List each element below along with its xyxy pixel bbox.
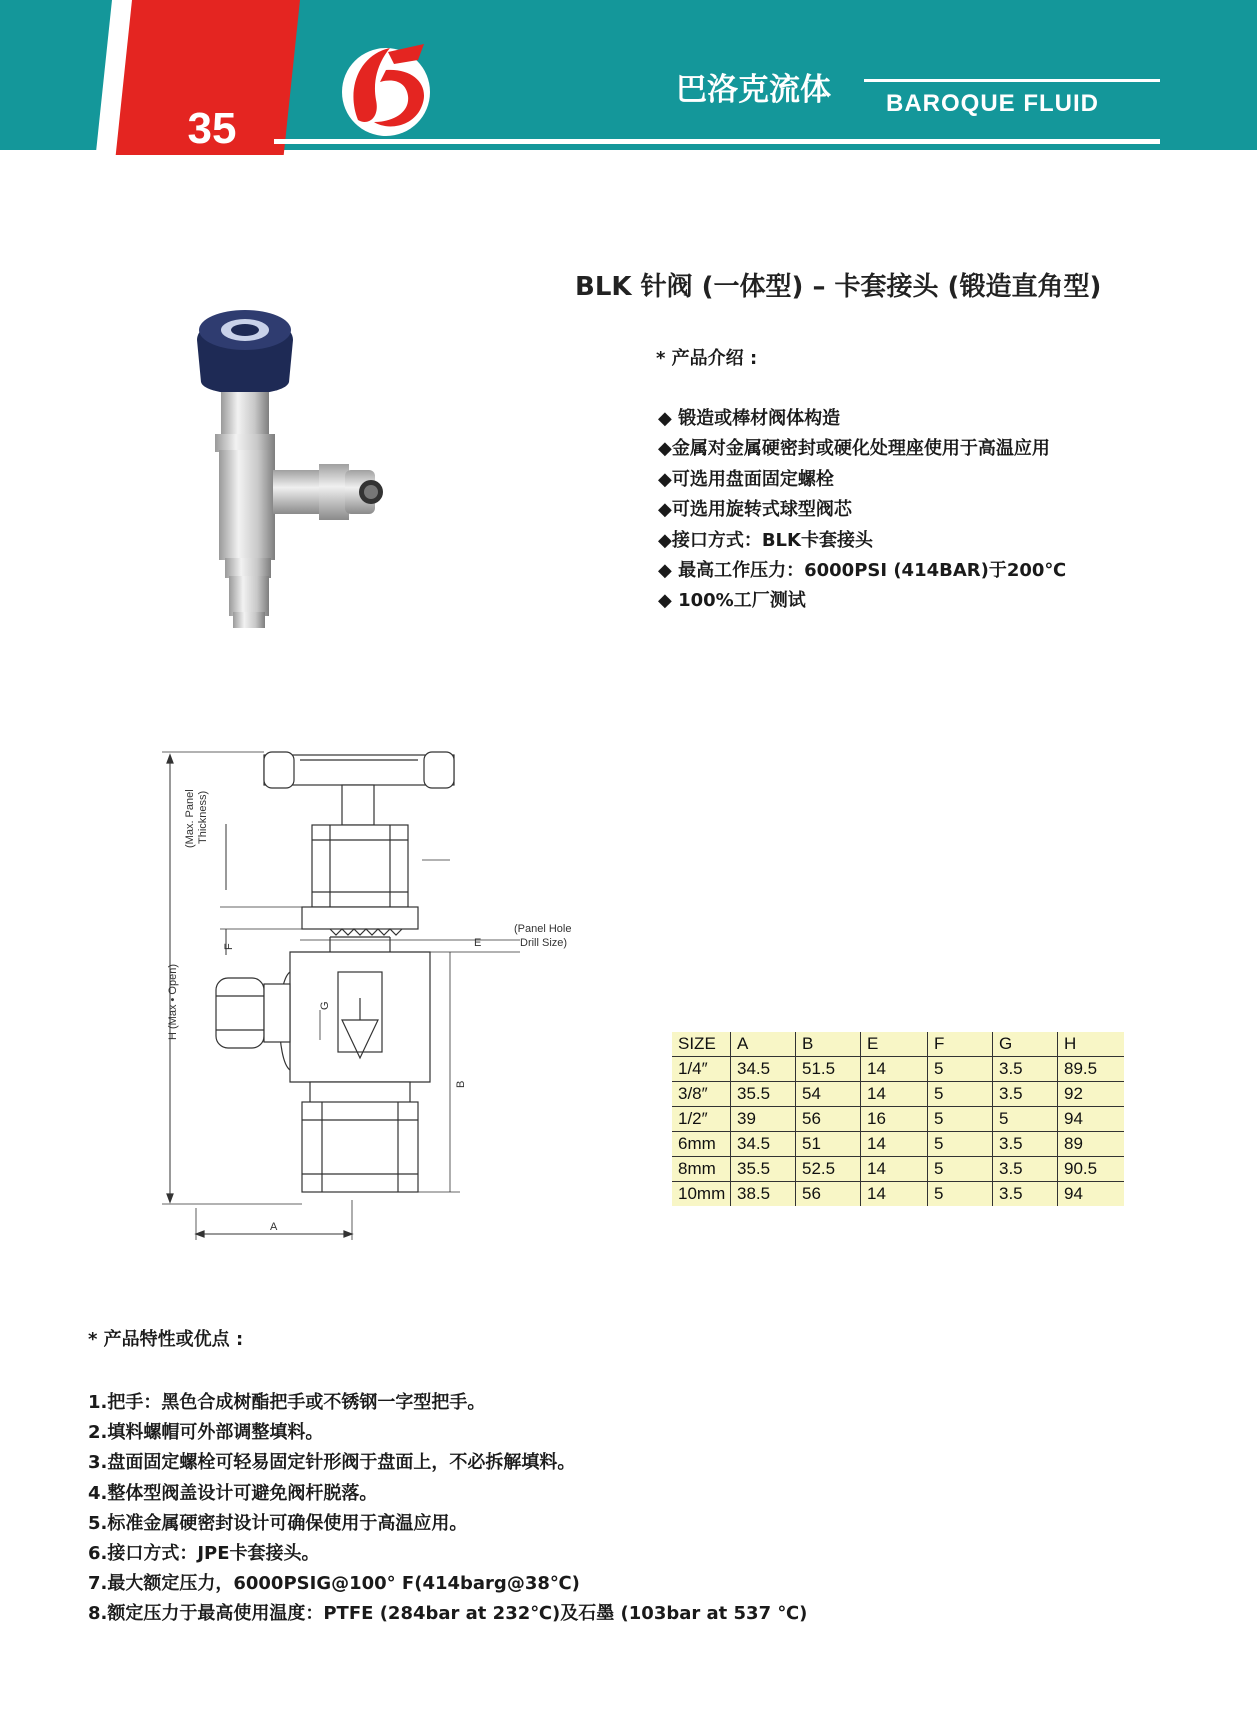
- label-panel-hole-2: Drill Size): [520, 937, 568, 949]
- table-cell: 3.5: [993, 1182, 1058, 1207]
- label-h: H (Max • Open): [167, 964, 179, 1040]
- needle-valve-photo: [185, 300, 445, 680]
- table-row: [672, 1182, 1124, 1207]
- table-cell: 89: [1058, 1132, 1125, 1157]
- features-list: [88, 1388, 807, 1630]
- brand-name-cn: 巴洛克流体: [676, 72, 831, 108]
- label-a: A: [270, 1221, 278, 1233]
- list-item: 7.最大额定压力，6000PSIG@100° F(414barg@38℃): [88, 1573, 580, 1595]
- list-item: 6.接口方式：JPE卡套接头。: [88, 1542, 320, 1564]
- table-cell: 56: [796, 1182, 861, 1207]
- table-cell: 1/2″: [672, 1107, 731, 1132]
- product-title: BLK 针阀 (一体型) – 卡套接头 (锻造直角型): [575, 272, 1102, 302]
- table-cell: 35.5: [731, 1157, 796, 1182]
- table-cell: 14: [861, 1182, 928, 1207]
- label-b: B: [455, 1080, 467, 1088]
- table-cell: 90.5: [1058, 1157, 1125, 1182]
- table-cell: 38.5: [731, 1182, 796, 1207]
- list-item: ◆接口方式：BLK卡套接头: [658, 529, 873, 551]
- table-cell: 5: [928, 1107, 993, 1132]
- table-cell: 16: [861, 1107, 928, 1132]
- list-item: ◆ 最高工作压力：6000PSI (414BAR)于200℃: [658, 559, 1067, 581]
- list-item: ◆ 100%工厂测试: [658, 590, 806, 612]
- page-number: 35: [187, 104, 237, 153]
- table-cell: 5: [928, 1157, 993, 1182]
- table-cell: 3.5: [993, 1132, 1058, 1157]
- list-item: ◆金属对金属硬密封或硬化处理座使用于高温应用: [658, 438, 1050, 460]
- list-item: 3.盘面固定螺栓可轻易固定针形阀于盘面上，不必拆解填料。: [88, 1452, 576, 1474]
- table-cell: 3.5: [993, 1082, 1058, 1107]
- table-cell: 92: [1058, 1082, 1125, 1107]
- list-item: 1.把手：黑色合成树酯把手或不锈钢一字型把手。: [88, 1392, 486, 1413]
- table-cell: 1/4″: [672, 1057, 731, 1082]
- table-header: SIZE: [672, 1032, 731, 1057]
- table-cell: 54: [796, 1082, 861, 1107]
- table-cell: 51: [796, 1132, 861, 1157]
- table-cell: 34.5: [731, 1132, 796, 1157]
- table-cell: 14: [861, 1157, 928, 1182]
- intro-heading: * 产品介绍 :: [656, 348, 758, 369]
- table-header: F: [928, 1032, 993, 1057]
- table-cell: 14: [861, 1082, 928, 1107]
- table-cell: 39: [731, 1107, 796, 1132]
- table-cell: 3.5: [993, 1057, 1058, 1082]
- table-cell: 3.5: [993, 1157, 1058, 1182]
- table-cell: 5: [928, 1057, 993, 1082]
- table-cell: 56: [796, 1107, 861, 1132]
- brand-name-en: BAROQUE FLUID: [886, 90, 1099, 117]
- brand-rule: [864, 79, 1160, 82]
- label-f: F: [223, 943, 235, 950]
- table-cell: 10mm: [672, 1182, 731, 1207]
- table-cell: 34.5: [731, 1057, 796, 1082]
- table-cell: 51.5: [796, 1057, 861, 1082]
- table-header: H: [1058, 1032, 1125, 1057]
- label-panel-thickness-1: (Max. Panel: [184, 789, 196, 848]
- list-item: 4.整体型阀盖设计可避免阀杆脱落。: [88, 1482, 378, 1504]
- table-cell: 14: [861, 1132, 928, 1157]
- table-cell: 5: [928, 1182, 993, 1207]
- table-row: [672, 1132, 1124, 1157]
- table-cell: 8mm: [672, 1157, 731, 1182]
- table-row: [672, 1082, 1124, 1107]
- table-cell: 3/8″: [672, 1082, 731, 1107]
- table-cell: 5: [928, 1082, 993, 1107]
- list-item: 8.额定压力于最高使用温度：PTFE (284bar at 232℃)及石墨 (103bar at 537 ℃): [88, 1603, 808, 1625]
- label-e: E: [474, 937, 482, 949]
- list-item: ◆可选用旋转式球型阀芯: [658, 499, 852, 521]
- table-row: [672, 1157, 1124, 1182]
- table-header: B: [796, 1032, 861, 1057]
- table-cell: 14: [861, 1057, 928, 1082]
- table-header: G: [993, 1032, 1058, 1057]
- table-cell: 89.5: [1058, 1057, 1125, 1082]
- table-cell: 52.5: [796, 1157, 861, 1182]
- label-g: G: [319, 1001, 331, 1010]
- intro-list: [658, 404, 1066, 617]
- header-bottom-line: [274, 139, 1160, 144]
- features-heading: * 产品特性或优点 :: [88, 1329, 244, 1350]
- list-item: 5.标准金属硬密封设计可确保使用于高温应用。: [88, 1512, 468, 1534]
- dimension-table: [672, 1032, 1124, 1206]
- table-cell: 5: [928, 1132, 993, 1157]
- dimension-drawing: [160, 740, 600, 1260]
- table-cell: 5: [993, 1107, 1058, 1132]
- list-item: ◆ 锻造或棒材阀体构造: [658, 408, 841, 429]
- table-cell: 94: [1058, 1107, 1125, 1132]
- table-cell: 6mm: [672, 1132, 731, 1157]
- baroque-logo-icon: [328, 30, 448, 150]
- list-item: 2.填料螺帽可外部调整填料。: [88, 1422, 324, 1444]
- table-header-row: [672, 1032, 1124, 1057]
- list-item: ◆可选用盘面固定螺栓: [658, 468, 834, 490]
- label-panel-hole-1: (Panel Hole: [514, 923, 572, 935]
- table-row: [672, 1057, 1124, 1082]
- table-header: E: [861, 1032, 928, 1057]
- table-row: [672, 1107, 1124, 1132]
- table-header: A: [731, 1032, 796, 1057]
- label-panel-thickness-2: Thickness): [197, 790, 209, 844]
- table-cell: 35.5: [731, 1082, 796, 1107]
- table-cell: 94: [1058, 1182, 1125, 1207]
